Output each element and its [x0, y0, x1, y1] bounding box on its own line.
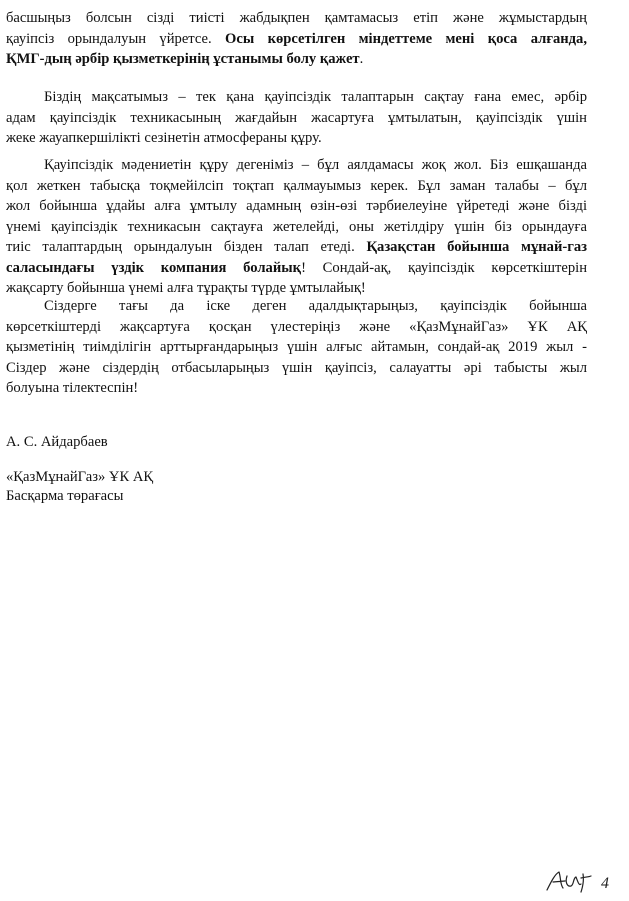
paragraph-3 [6, 155, 587, 299]
paragraph-1-bold-principle: ҚМГ-дың әрбір қызметкерінің ұстанымы болу қажет [6, 51, 360, 67]
paragraph-4-line-5: болуына тілектеспін! [6, 380, 139, 396]
paragraph-3-line-2: қол жеткен табысқа тоқмейілсіп тоқтап қалмауымыз керек. Бұл заман талабы – бұл [6, 177, 587, 194]
paragraph-2-line-2: адам қауіпсіздік техникасының жағдайын жасартуға ұмтылатын, қауіпсіздік үшін [6, 109, 587, 126]
handwritten-initials-page-number [543, 868, 613, 894]
paragraph-1-period: . [359, 51, 364, 67]
paragraph-2-line-3: жеке жауапкершілікті сезінетін атмосфераны құру. [6, 130, 322, 146]
paragraph-1-line-1: басшыңыз болсын сізді тиісті жабдықпен қамтамасыз етіп және жұмыстардың [6, 10, 587, 26]
paragraph-2-line-1: Біздің мақсатымыз – тек қана қауіпсіздік талаптарын сақтау ғана емес, әрбір [44, 89, 587, 105]
page-number: 4 [601, 875, 609, 892]
paragraph-3-line-5 [6, 237, 587, 258]
signatory-organization: «ҚазМұнайГаз» ҰК АҚ [6, 469, 154, 485]
paragraph-4 [6, 296, 587, 399]
paragraph-3-line-1: Қауіпсіздік мәдениетін құру дегеніміз – бұл аялдамасы жоқ жол. Біз ешқашанда [44, 157, 587, 173]
paragraph-3-bold-goal-end: саласындағы үздік компания болайық [6, 259, 302, 276]
paragraph-3-line-7: жақсарту бойынша үнемі алға тұрақты түрде ұмтылайық! [6, 280, 366, 296]
paragraph-3-bold-goal-start: Қазақстан бойынша мұнай-газ [366, 239, 587, 255]
paragraph-1 [6, 8, 587, 70]
paragraph-1-bold-commitment: Осы көрсетілген міндеттеме мені қоса алғанда, [225, 30, 587, 47]
paragraph-1-text: қауіпсіз орындалуын үйретсе. [6, 30, 225, 47]
paragraph-2 [6, 87, 587, 149]
paragraph-1-line-3 [6, 49, 587, 70]
paragraph-1-line-2 [6, 29, 587, 50]
paragraph-4-line-3: қызметінің тиімділігін арттырғандарыңыз үшін алғыс айтамын, сондай-ақ 2019 жыл - [6, 339, 587, 355]
paragraph-4-line-1: Сіздерге тағы да іске деген адалдықтарыңыз, қауіпсіздік бойынша [44, 298, 587, 314]
paragraph-3-line-4: үнемі қауіпсіздік техникасын сақтауға жетелейді, оны жетілдіру үшін біз орындауға [6, 218, 587, 235]
signatory-position: Басқарма төрағасы [6, 488, 124, 504]
paragraph-4-line-4: Сіздер және сіздердің отбасыларыңыз үшін қауіпсіз, салауатты әрі табысты жыл [6, 359, 587, 376]
initials-scribble [547, 872, 591, 892]
paragraph-3-text: тиіс талаптардың орындалуын бізден талап етеді. [6, 239, 367, 255]
paragraph-3-line-6 [6, 258, 587, 279]
paragraph-3-line-3: жол бойынша ұдайы алға ұмтылу адамның өзін-өзі тәрбиелеуіне үйретеді және бізді [6, 198, 587, 214]
paragraph-4-line-2: көрсеткіштерді жақсартуға қосқан үлестеріңіз және «ҚазМұнайГаз» ҰК АҚ [6, 318, 587, 335]
signatory-name: А. С. Айдарбаев [6, 434, 108, 450]
paragraph-3-text-continued: ! Сондай-ақ, қауіпсіздік көрсеткіштерін [301, 259, 587, 276]
